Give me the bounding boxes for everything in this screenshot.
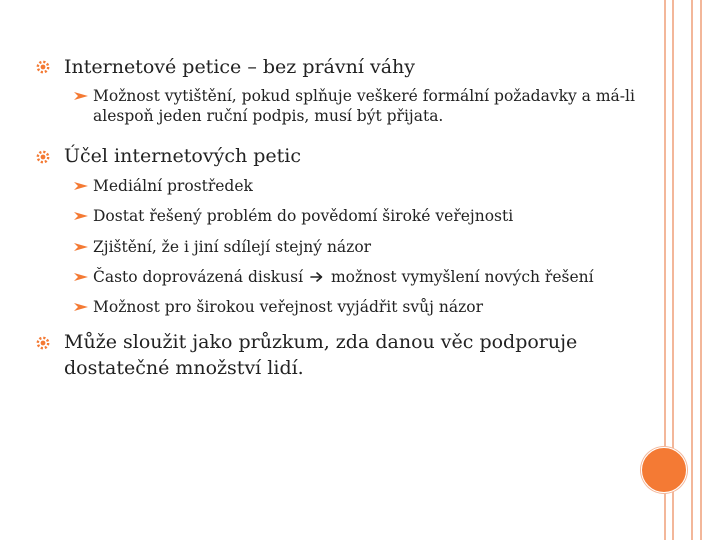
bullet-text: Mediální prostředek (93, 177, 253, 195)
bullet-text: Možnost pro širokou veřejnost vyjádřit svůj názor (93, 298, 483, 316)
bullet-text: Účel internetových petic (64, 145, 301, 167)
bullet-text-part: Často doprovázená diskusí (93, 268, 304, 286)
arrowhead-bullet-icon (73, 91, 89, 101)
gear-bullet-icon (36, 336, 50, 350)
bullet-text-with-arrow (93, 267, 663, 287)
bullet-text: Zjištění, že i jiní sdílejí stejný názor (93, 238, 372, 256)
bullet-text: Dostat řešený problém do povědomí široké veřejnosti (93, 207, 514, 225)
arrowhead-bullet-icon (73, 272, 89, 282)
arrowhead-bullet-icon (73, 302, 89, 312)
gear-bullet-icon (36, 60, 50, 74)
bullet-text-part: možnost vymyšlení nových řešení (330, 268, 594, 286)
bullet-text: Může sloužit jako průzkum, zda danou věc podporuje dostatečné množství lidí. (64, 331, 578, 379)
right-arrow-icon (310, 271, 324, 283)
arrowhead-bullet-icon (73, 242, 89, 252)
arrowhead-bullet-icon (73, 181, 89, 191)
decorative-border-line (700, 0, 702, 540)
arrowhead-bullet-icon (73, 211, 89, 221)
decorative-border-line (691, 0, 693, 540)
bullet-text: Internetové petice – bez právní váhy (64, 56, 416, 78)
gear-bullet-icon (36, 150, 50, 164)
bullet-text: Možnost vytištění, pokud splňuje veškeré formální požadavky a má-li alespoň jeden ruční podpis, musí být přijata. (93, 87, 635, 125)
